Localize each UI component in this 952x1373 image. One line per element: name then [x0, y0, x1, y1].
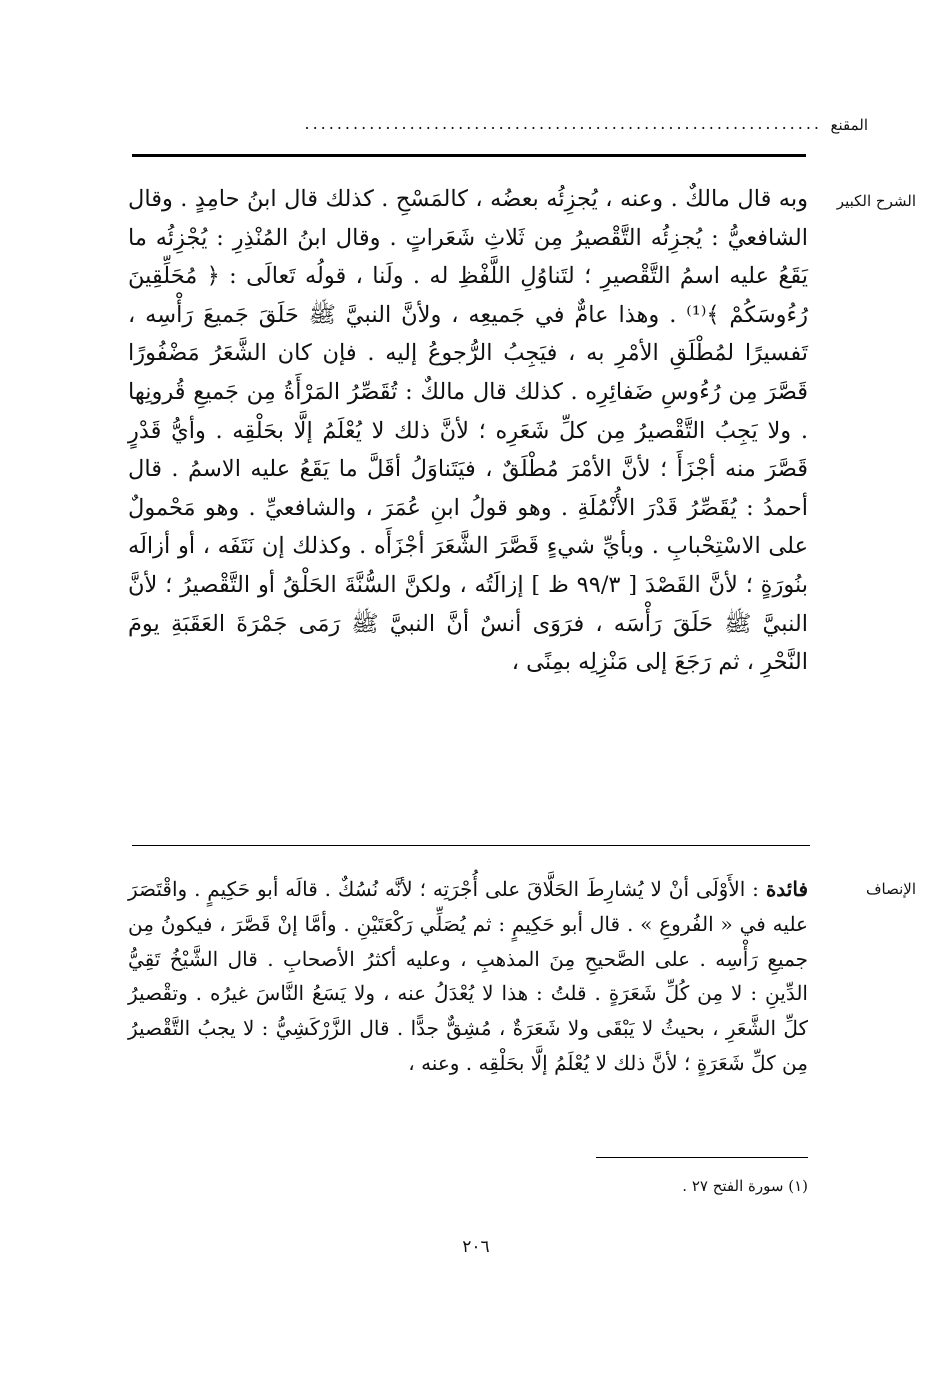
header-dotted-leader: ................................................................ — [304, 114, 822, 133]
section-divider — [132, 845, 810, 846]
insaf-paragraph — [128, 872, 808, 1081]
header-rule — [132, 154, 806, 157]
sharh-section-label: الشرح الكبير — [836, 192, 916, 210]
footnote-rule — [596, 1157, 808, 1158]
insaf-text-block — [128, 872, 808, 1081]
book-title: المقنع — [830, 116, 868, 134]
insaf-body: : الأَوْلَى أنْ لا يُشارِطَ الحَلَّاقَ على أُجْرَتِه ؛ لأنَّه نُسُكٌ . قالَه أبو حَكِيمٍ . واقْتَصَرَ عليه في « الفُروعِ » . قال أبو حَكِيمٍ : ثم يُصَلِّي رَكْعَتَيْنِ . وأمَّا إنْ قَصَّرَ ، فيكونُ مِن جميعِ رَأْسِه . على الصَّحيحِ مِنَ المذهبِ ، وعليه أكثرُ الأصحابِ . قال الشَّيْخُ تَقِيُّ الدِّينِ : لا مِن كُلِّ شَعَرَةٍ . قلتُ : هذا لا يُعْدَلُ عنه ، ولا يَسَعُ النَّاسَ غيرُه . وتقْصيرُ كلِّ الشَّعَرِ ، بحيثُ لا يَبْقَى ولا شَعَرَةٌ ، مُشِقٌّ جدًّا . قال الزَّرْكَشِيُّ : لا يجبُ التَّقْصيرُ مِن كلِّ شَعَرَةٍ ؛ لأنَّ ذلك لا يُعْلَمُ إلَّا بحَلْقِه . وعنه ، — [128, 877, 808, 1075]
insaf-lead-word: فائدة — [765, 877, 809, 901]
insaf-section-label: الإنصاف — [865, 880, 916, 898]
page-number: ٢٠٦ — [462, 1237, 490, 1257]
sharh-text-block — [128, 180, 808, 682]
sharh-paragraph: وبه قال مالكٌ . وعنه ، يُجزِئُه بعضُه ، كالمَسْحِ . كذلك قال ابنُ حامِدٍ . وقال الشافعيُّ : يُجزِئُه التَّقْصيرُ مِن ثَلاثِ شَعَراتٍ . وقال ابنُ المُنْذِرِ : يُجْزِئُه ما يَقَعُ عليه اسمُ التَّقْصيرِ ؛ لتَناوُلِ اللَّفْظِ له . ولَنا ، قولُه تَعالَى : ﴿ مُحَلِّقِينَ رُءُوسَكُمْ ﴾⁽¹⁾ . وهذا عامٌّ في جَميعِه ، ولأنَّ النبيَّ ﷺ حَلَقَ جَميعَ رَأْسِه ، تَفسيرًا لمُطْلَقِ الأمْرِ به ، فيَجِبُ الرُّجوعُ إليه . فإن كان الشَّعَرُ مَضْفُورًا قَصَّرَ مِن رُءُوسِ ضَفائِرِه . كذلك قال مالكٌ : تُقَصِّرُ المَرْأَةُ مِن جَميعِ قُرونِها . ولا يَجِبُ التَّقْصيرُ مِن كلِّ شَعَرِه ؛ لأنَّ ذلك لا يُعْلَمُ إلَّا بحَلْقِه . وأيُّ قَدْرٍ قَصَّرَ منه أجْزَأَ ؛ لأنَّ الأمْرَ مُطْلَقٌ ، فيَتَناوَلُ أقَلَّ ما يَقَعُ عليه الاسمُ . قال أحمدُ : يُقَصِّرُ قَدْرَ الأُنْمُلَةِ . وهو قولُ ابنِ عُمَرَ ، والشافعيِّ . وهو مَحْمولٌ على الاسْتِحْبابِ . وبأيِّ شيءٍ قَصَّرَ الشَّعَرَ أجْزَأَه . وكذلك إن نَتَفَه ، أو أزالَه بنُورَةٍ ؛ لأنَّ القَصْدَ [ ٩٩/٣ ظ ] إزالَتُه ، ولكنَّ السُّنَّةَ الحَلْقُ أو التَّقْصيرُ ؛ لأنَّ النبيَّ ﷺ حَلَقَ رَأْسَه ، فرَوَى أنسٌ أنَّ النبيَّ ﷺ رَمَى جَمْرَةَ العَقَبَةِ يومَ النَّحْرِ ، ثم رَجَعَ إلى مَنْزِلِه بمِنًى ، — [128, 186, 808, 676]
footnote: (١) سورة الفتح ٢٧ . — [682, 1177, 808, 1195]
